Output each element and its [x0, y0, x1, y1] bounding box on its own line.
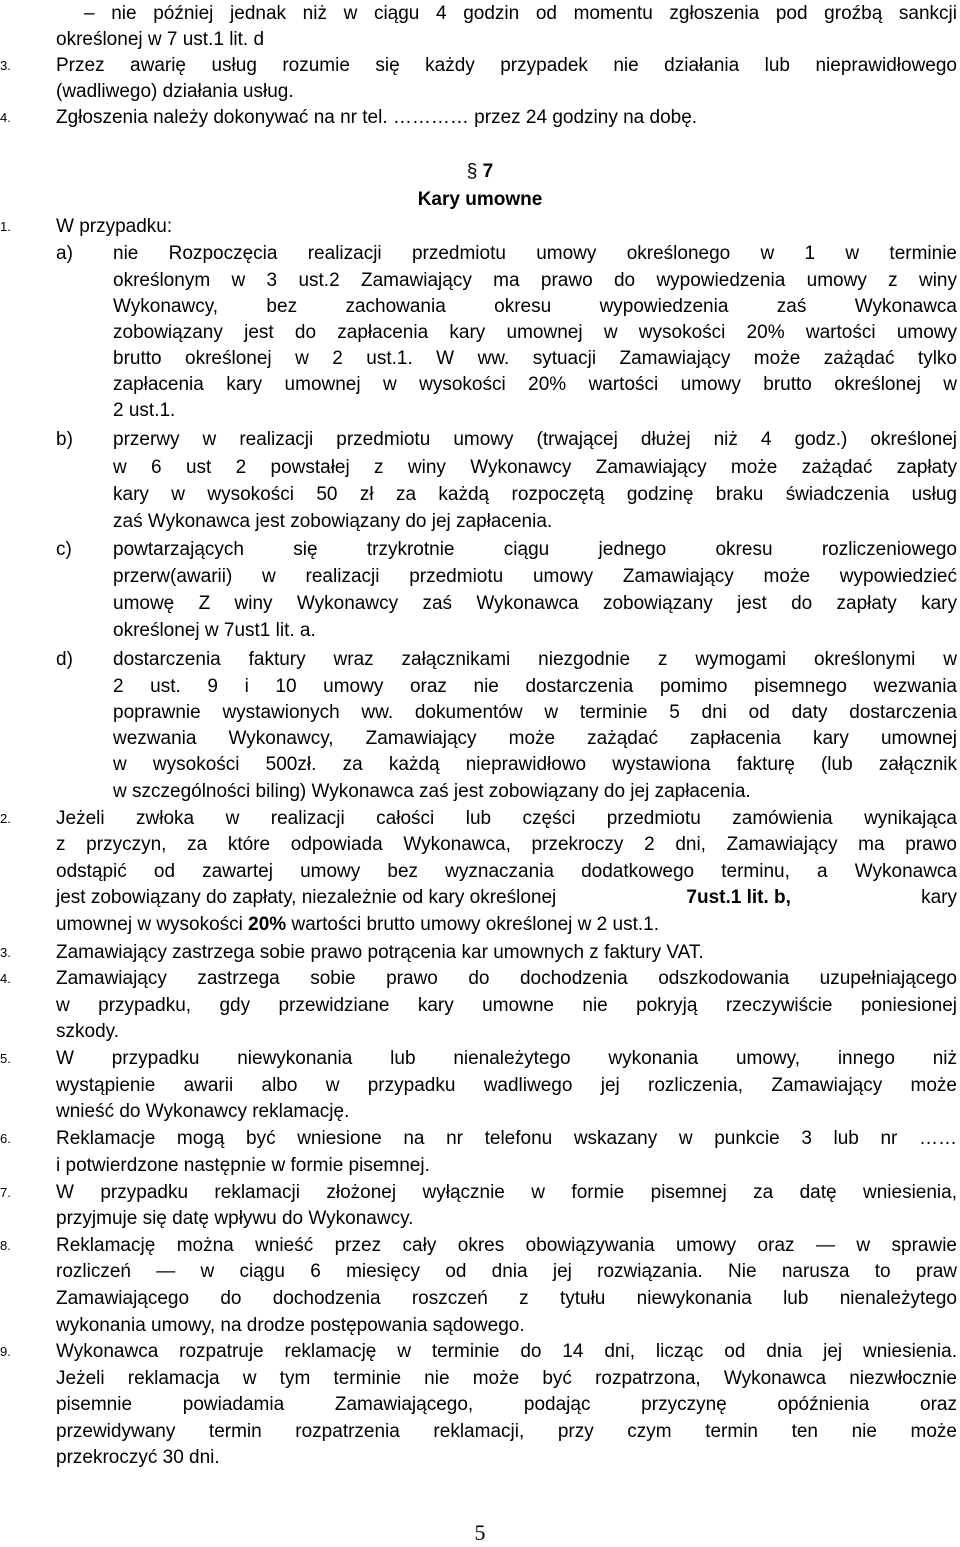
subitem-c-line: określonej w 7ust1 lit. a.	[113, 620, 316, 641]
list-item-9-line: przewidywany termin rozpatrzenia reklamacji, przy czym termin ten nie może	[56, 1421, 957, 1442]
list-item-4-line: w przypadku, gdy przewidziane kary umowne nie pokryją rzeczywiście poniesionej	[56, 995, 957, 1016]
subitem-a-line: 2 ust.1.	[113, 400, 176, 421]
list-item-9-line: Jeżeli reklamacja w tym terminie nie może być rozpatrzona, Wykonawca niezwłocznie	[56, 1368, 957, 1389]
list-item-7: 7. W przypadku reklamacji złożonej wyłącznie w formie pisemnej za datę wniesienia,	[0, 1182, 957, 1203]
list-item-1: 1. W przypadku:	[0, 216, 173, 237]
list-item-5-line: wnieść do Wykonawcy reklamację.	[56, 1101, 350, 1122]
intro-line: – nie później jednak niż w ciągu 4 godzin od momentu zgłoszenia pod groźbą sankcji	[84, 3, 957, 24]
list-item-9-line: przekroczyć 30 dni.	[56, 1447, 220, 1468]
subitem-a-line: brutto określonej w 2 ust.1. W ww. sytuacji Zamawiający może zażądać tylko	[113, 348, 957, 369]
list-item-2-line: jest zobowiązany do zapłaty, niezależnie od kary określonej 7ust.1 lit. b, kary	[0, 885, 960, 911]
list-item-6: 6. Reklamacje mogą być wniesione na nr telefonu wskazany w punkcie 3 lub nr ……	[0, 1128, 957, 1149]
subitem-a: a) nie Rozpoczęcia realizacji przedmiotu umowy określonego w 1 w terminie	[56, 243, 957, 264]
list-item-5-line: wystąpienie awarii albo w przypadku wadliwego jej rozliczenia, Zamawiający może	[56, 1075, 957, 1096]
list-item-5: 5. W przypadku niewykonania lub nienależytego wykonania umowy, innego niż	[0, 1048, 957, 1069]
subitem-d-line: wezwania Wykonawcy, Zamawiający może zażądać zapłacenia kary umownej	[113, 728, 957, 749]
subitem-d-line: w wysokości 500zł. za każdą nieprawidłowo wystawiona fakturę (lub załącznik	[113, 754, 957, 775]
list-item-7-line: przyjmuje się datę wpływu do Wykonawcy.	[56, 1208, 414, 1229]
list-item-3-cont: (wadliwego) działania usług.	[56, 81, 294, 102]
subitem-d-line: 2 ust. 9 i 10 umowy oraz nie dostarczenia pomimo pisemnego wezwania	[113, 676, 957, 697]
section-number: § 7	[466, 161, 494, 182]
list-item-2-line: umownej w wysokości 20% wartości brutto umowy określonej w 2 ust.1.	[56, 914, 659, 935]
list-item-3: 3. Przez awarię usług rozumie się każdy przypadek nie działania lub nieprawidłowego	[0, 55, 957, 76]
list-item-2-line: odstąpić od zawartej umowy bez wyznaczania dodatkowego terminu, a Wykonawca	[56, 861, 957, 882]
subitem-b-line: zaś Wykonawca jest zobowiązany do jej zapłacenia.	[113, 511, 553, 532]
subitem-b-line: w 6 ust 2 powstałej z winy Wykonawcy Zamawiający może zażądać zapłaty	[113, 457, 957, 478]
list-item-8-line: rozliczeń — w ciągu 6 miesięcy od dnia jej rozwiązania. Nie narusza to praw	[56, 1261, 957, 1282]
percent-bold: 20%	[248, 914, 287, 935]
list-item-8: 8. Reklamację można wnieść przez cały okres obowiązywania umowy oraz — w sprawie	[0, 1235, 957, 1256]
subitem-c: c) powtarzających się trzykrotnie ciągu jednego okresu rozliczeniowego	[56, 539, 957, 560]
subitem-d: d) dostarczenia faktury wraz załącznikami niezgodnie z wymogami określonymi w	[56, 649, 957, 670]
section-title: Kary umowne	[417, 189, 543, 210]
subitem-a-line: zobowiązany jest do zapłacenia kary umownej w wysokości 20% wartości umowy	[113, 322, 957, 343]
list-item-9-line: pisemnie powiadamia Zamawiającego, podając przyczynę opóźnienia oraz	[56, 1394, 957, 1415]
subitem-a-line: zapłacenia kary umownej w wysokości 20% wartości umowy brutto określonej w	[113, 374, 957, 395]
list-item-8-line: Zamawiającego do dochodzenia roszczeń z tytułu niewykonania lub nienależytego	[56, 1288, 957, 1309]
subitem-a-line: Wykonawcy, bez zachowania okresu wypowiedzenia zaś Wykonawca	[113, 296, 957, 317]
list-item-8-line: wykonania umowy, na drodze postępowania sądowego.	[56, 1315, 525, 1336]
subitem-c-line: przerw(awarii) w realizacji przedmiotu umowy Zamawiający może wypowiedzieć	[113, 566, 957, 587]
intro-line: określonej w 7 ust.1 lit. d	[56, 29, 265, 50]
page-number: 5	[474, 1520, 486, 1545]
subitem-b: b) przerwy w realizacji przedmiotu umowy (trwającej dłużej niż 4 godz.) określonej	[56, 429, 957, 450]
subitem-a-line: określonym w 3 ust.2 Zamawiający ma prawo do wypowiedzenia umowy z winy	[113, 270, 957, 291]
list-item-9: 9. Wykonawca rozpatruje reklamację w terminie do 14 dni, licząc od dnia jej wniesienia.	[0, 1341, 957, 1362]
list-item-4-line: szkody.	[56, 1021, 120, 1042]
list-item-2: 2. Jeżeli zwłoka w realizacji całości lub części przedmiotu zamówienia wynikająca	[0, 808, 957, 829]
subitem-b-line: kary w wysokości 50 zł za każdą rozpoczętą godzinę braku świadczenia usług	[113, 484, 957, 505]
list-item-4-penalties: 4. Zamawiający zastrzega sobie prawo do dochodzenia odszkodowania uzupełniającego	[0, 968, 957, 989]
list-item-4: 4. Zgłoszenia należy dokonywać na nr tel. ………… przez 24 godziny na dobę.	[0, 107, 698, 128]
paragraph-sign: §	[466, 161, 478, 182]
list-item-3-penalties: 3. Zamawiający zastrzega sobie prawo potrącenia kar umownych z faktury VAT.	[0, 942, 704, 963]
subitem-c-line: umowę Z winy Wykonawcy zaś Wykonawca zobowiązany jest do zapłaty kary	[113, 593, 957, 614]
list-item-6-line: i potwierdzone następnie w formie pisemnej.	[56, 1155, 430, 1176]
subitem-d-line: poprawnie wystawionych ww. dokumentów w terminie 5 dni od daty dostarczenia	[113, 702, 957, 723]
subitem-d-line: w szczególności biling) Wykonawca zaś jest zobowiązany do jej zapłacenia.	[113, 781, 751, 802]
reference-bold: 7ust.1 lit. b,	[686, 887, 791, 908]
list-item-2-line: z przyczyn, za które odpowiada Wykonawca, przekroczy 2 dni, Zamawiający ma prawo	[56, 834, 957, 855]
